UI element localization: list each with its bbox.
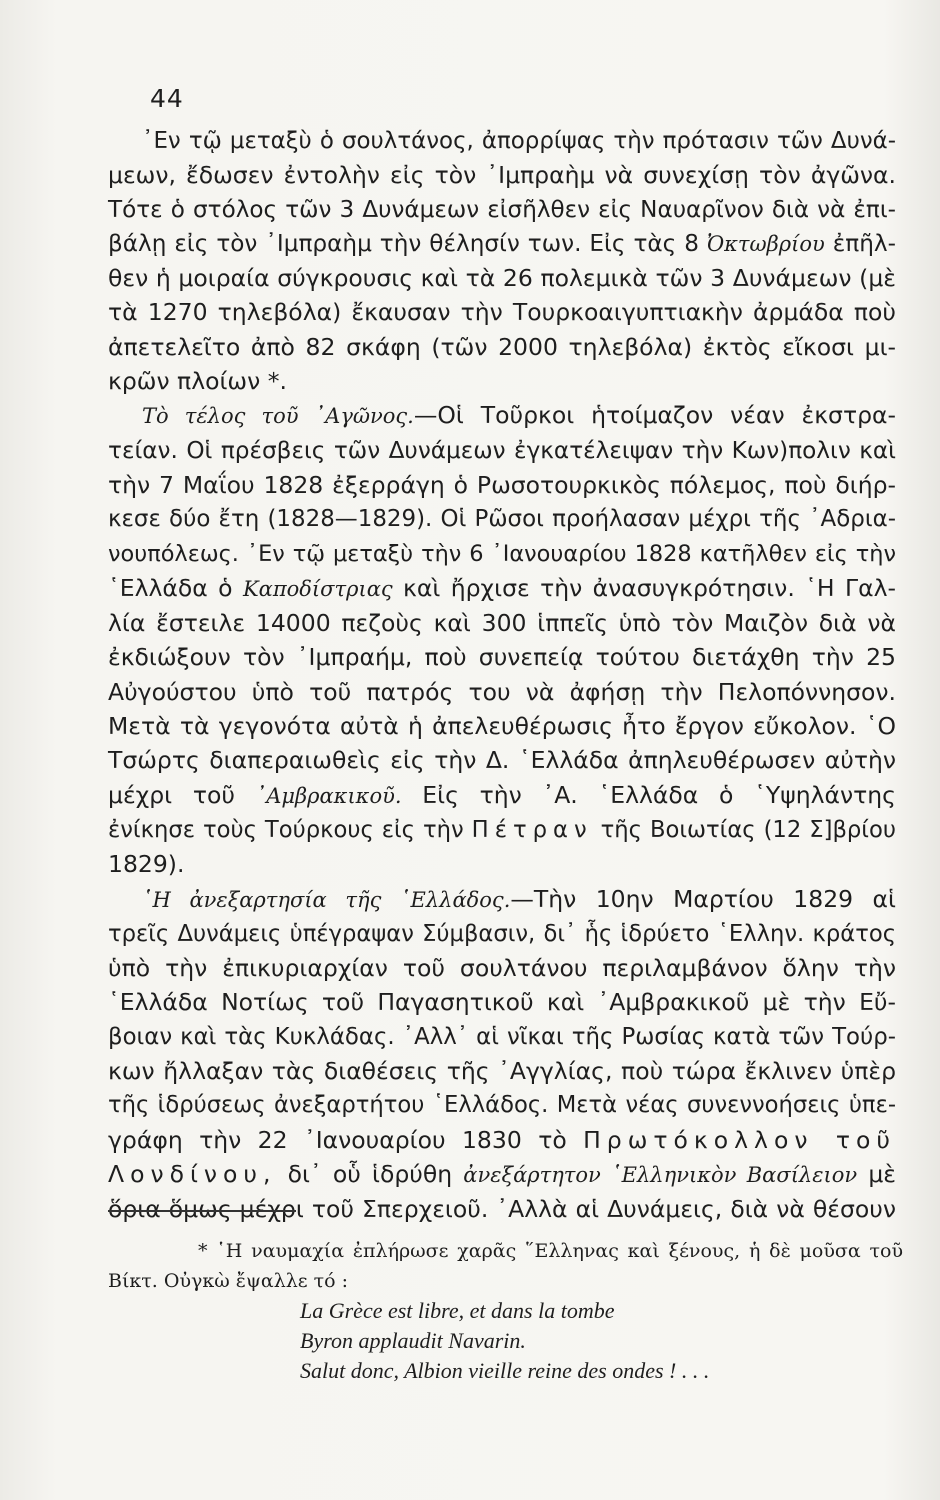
text-line: τὰ 1270 τηλεβόλα) ἔκαυσαν τὴν Τουρκοαιγυπτιακὴν ἀρμάδα ποὺ — [108, 298, 896, 327]
verse-line: La Grèce est libre, et dans la tombe — [300, 1298, 615, 1323]
text-line: κων ἤλλαξαν τὰς διαθέσεις τῆς ᾿Αγγλίας, ποὺ τώρα ἔκλινεν ὑπὲρ — [108, 1057, 896, 1086]
verse-line: Byron applaudit Navarin. — [300, 1328, 526, 1353]
text-segment: μέχρι τοῦ — [108, 780, 235, 809]
text-line: Αὐγούστου ὑπὸ τοῦ πατρός του νὰ ἀφήσῃ τὴν Πελοπόννησον. — [108, 677, 896, 706]
section-heading: Τὸ τέλος τοῦ ᾿Αγῶνος. — [142, 404, 414, 429]
verse-quote — [300, 1296, 709, 1386]
text-line — [108, 813, 896, 847]
spaced-name: Πρωτόκολλον τοῦ — [583, 1125, 896, 1154]
text-line: τὴν 7 Μαΐου 1828 ἐξερράγη ὁ Ρωσοτουρκικὸς πόλεμος, ποὺ διήρ- — [108, 470, 896, 499]
spaced-name: Πέτραν — [471, 816, 593, 843]
text-segment: Εἰς τὴν ᾿Α. ῾Ελλάδα ὁ ῾Υψηλάντης — [422, 780, 896, 809]
text-line: ὅρια ὅμως μέχρι τοῦ Σπερχειοῦ. ᾿Αλλὰ αἱ Δυνάμεις, διὰ νὰ θέσουν — [108, 1195, 896, 1224]
text-segment: τῆς Βοιωτίας (12 Σ]βρίου — [600, 816, 896, 843]
text-segment: —Οἱ Τοῦρκοι ἡτοίμαζον νέαν ἐκστρα- — [413, 401, 896, 430]
footnote-divider — [108, 1210, 296, 1212]
text-segment: δι᾿ οὗ ἱδρύθη — [287, 1159, 453, 1188]
text-line — [108, 227, 896, 261]
footnote-line: * ῾Η ναυμαχία ἐπλήρωσε χαρᾶς ῞Ελληνας καὶ ξένους, ἡ δὲ μοῦσα τοῦ — [198, 1240, 903, 1262]
text-line: βοιαν καὶ τὰς Κυκλάδας. ᾿Αλλ᾿ αἱ νῖκαι τῆς Ρωσίας κατὰ τῶν Τούρ- — [108, 1023, 896, 1050]
section-heading: ῾Η ἀνεξαρτησία τῆς ῾Ελλάδος. — [142, 887, 511, 912]
footnote-line: Βίκτ. Οὐγκὼ ἔψαλλε τό : — [108, 1270, 349, 1292]
italic-date: Ὀκτωβρίου — [706, 231, 825, 256]
text-line: Μετὰ τὰ γεγονότα αὐτὰ ἡ ἀπελευθέρωσις ἦτο ἔργον εὔκολον. ῾Ο — [108, 712, 896, 741]
text-line: ᾿Εν τῷ μεταξὺ ὁ σουλτάνος, ἀπορρίψας τὴν πρότασιν τῶν Δυνά- — [142, 128, 896, 154]
text-line: Τότε ὁ στόλος τῶν 3 Δυνάμεων εἰσῆλθεν εἰς Ναυαρῖνον διὰ νὰ ἐπι- — [108, 196, 896, 223]
text-line: τῆς ἱδρύσεως ἀνεξαρτήτου ῾Ελλάδος. Μετὰ νέας συνεννοήσεις ὑπε- — [108, 1092, 896, 1119]
body-text — [108, 124, 896, 1227]
italic-name: Καποδίστριας — [242, 576, 393, 601]
text-line — [108, 882, 896, 917]
text-line: ῾Ελλάδα Νοτίως τοῦ Παγασητικοῦ καὶ ᾿Αμβρακικοῦ μὲ τὴν Εὔ- — [108, 988, 896, 1017]
text-line — [108, 398, 896, 433]
text-line: κεσε δύο ἔτη (1828—1829). Οἱ Ρῶσοι προήλασαν μέχρι τῆς ᾿Αδρια- — [108, 506, 896, 533]
text-line: λία ἔστειλε 14000 πεζοὺς καὶ 300 ἱππεῖς ὑπὸ τὸν Μαιζὸν διὰ νὰ — [108, 609, 896, 638]
italic-phrase: ἀνεξάρτητον ῾Ελληνικὸν Βασίλειον — [463, 1162, 858, 1187]
text-line: θεν ἡ μοιραία σύγκρουσις καὶ τὰ 26 πολεμικὰ τῶν 3 Δυνάμεων (μὲ — [108, 264, 896, 293]
text-line: Τσώρτς διαπεραιωθεὶς εἰς τὴν Δ. ῾Ελλάδα ἀπηλευθέρωσεν αὐτὴν — [108, 746, 896, 775]
paragraph-2 — [108, 398, 896, 881]
text-line: ἀπετελεῖτο ἀπὸ 82 σκάφη (τῶν 2000 τηλεβόλα) ἐκτὸς εἴκοσι μι- — [108, 332, 896, 361]
text-segment: γράφη τὴν 22 ᾿Ιανουαρίου 1830 τὸ — [108, 1125, 567, 1154]
verse-line: Salut donc, Albion vieille reine des ondes ! . . . — [300, 1358, 710, 1383]
text-line — [108, 778, 896, 813]
paragraph-1 — [108, 124, 896, 398]
text-segment: βάλῃ εἰς τὸν ᾿Ιμπραὴμ τὴν θέλησίν των. Εἰς τὰς 8 — [108, 229, 699, 257]
footnote — [108, 1236, 903, 1296]
text-segment: μὲ — [868, 1159, 896, 1188]
text-line: νουπόλεως. ᾿Εν τῷ μεταξὺ τὴν 6 ᾿Ιανουαρίου 1828 κατῆλθεν εἰς τὴν — [108, 540, 896, 567]
text-line: τρεῖς Δυνάμεις ὑπέγραψαν Σύμβασιν, δι᾿ ἧς ἱδρύετο ῾Ελλην. κράτος — [108, 920, 896, 947]
text-segment: —Τὴν 10ην Μαρτίου 1829 αἱ — [510, 884, 896, 913]
text-line: ὑπὸ τὴν ἐπικυριαρχίαν τοῦ σουλτάνου περιλαμβάνον ὅλην τὴν — [108, 954, 896, 983]
text-segment: ἐπῆλ- — [832, 229, 896, 257]
text-line: ἐκδιώξουν τὸν ᾿Ιμπραήμ, ποὺ συνεπείᾳ τούτου διετάχθη τὴν 25 — [108, 643, 896, 672]
text-line: 1829). — [108, 850, 185, 879]
text-line — [108, 571, 896, 606]
italic-name: ᾿Αμβρακικοῦ. — [255, 783, 402, 808]
text-line — [108, 1157, 896, 1192]
text-segment: ἐνίκησε τοὺς Τούρκους εἰς τὴν — [108, 816, 464, 843]
text-line — [108, 1123, 896, 1157]
text-line: τείαν. Οἱ πρέσβεις τῶν Δυνάμεων ἐγκατέλειψαν τὴν Κων)πολιν καὶ — [108, 436, 896, 464]
text-line: μεων, ἔδωσεν ἐντολὴν εἰς τὸν ᾿Ιμπραὴμ νὰ συνεχίσῃ τὸν ἀγῶνα. — [108, 161, 896, 190]
text-line: κρῶν πλοίων *. — [108, 367, 287, 396]
text-segment: ῾Ελλάδα ὁ — [108, 573, 233, 602]
spaced-name: Λονδίνου, — [108, 1159, 277, 1188]
text-segment: καὶ ἤρχισε τὴν ἀνασυγκρότησιν. ῾Η Γαλ- — [403, 573, 896, 602]
page-number: 44 — [150, 84, 184, 113]
paragraph-3 — [108, 882, 896, 1227]
